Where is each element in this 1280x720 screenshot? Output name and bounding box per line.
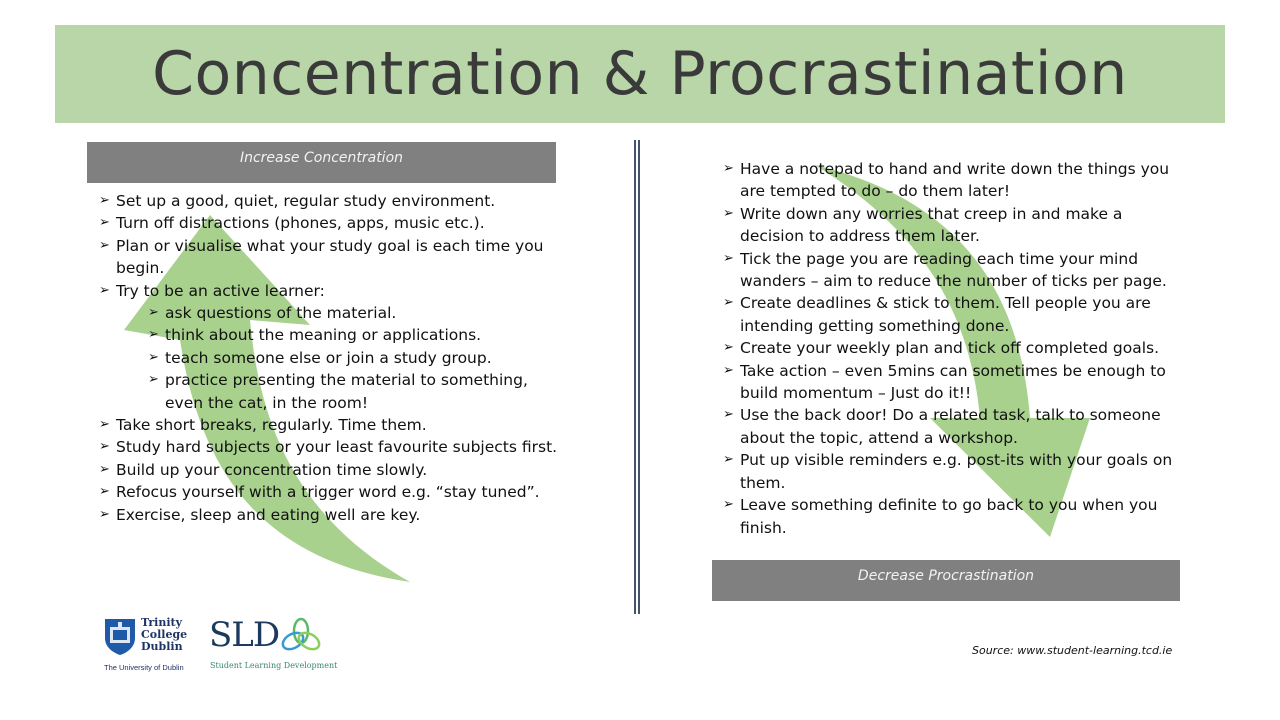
- list-item: ➢ Exercise, sleep and eating well are key.: [99, 504, 559, 526]
- source-note: Source: www.student-learning.tcd.ie: [972, 644, 1173, 657]
- list-item: [99, 280, 559, 414]
- sld-subtitle: Student Learning Development: [210, 661, 338, 670]
- list-item: ➢ Create deadlines & stick to them. Tell people you are intending getting something done.: [723, 292, 1173, 337]
- increase-concentration-label: Increase Concentration: [239, 150, 404, 166]
- title-band: [55, 25, 1225, 123]
- decrease-procrastination-label: Decrease Procrastination: [857, 568, 1035, 584]
- list-item: ➢ Write down any worries that creep in and make a decision to address them later.: [723, 203, 1173, 248]
- list-item: ➢ Set up a good, quiet, regular study environment.: [99, 190, 559, 212]
- decrease-procrastination-header: [712, 560, 1180, 601]
- list-item: ➢ Have a notepad to hand and write down the things you are tempted to do – do them later!: [723, 158, 1173, 203]
- tcd-subtitle: The University of Dublin: [104, 663, 184, 672]
- trinity-college-logo: [104, 615, 194, 675]
- list-item: ➢ Refocus yourself with a trigger word e.g. “stay tuned”.: [99, 481, 559, 503]
- list-item: ➢ Leave something definite to go back to you when you finish.: [723, 494, 1173, 539]
- list-item: ➢ Plan or visualise what your study goal is each time you begin.: [99, 235, 559, 280]
- list-item: ➢ Take short breaks, regularly. Time them.: [99, 414, 559, 436]
- trinity-crest-icon: [104, 618, 136, 656]
- page-title: Concentration & Procrastination: [152, 39, 1128, 109]
- increase-concentration-header: [87, 142, 556, 183]
- list-item: ➢ Put up visible reminders e.g. post-its with your goals on them.: [723, 449, 1173, 494]
- sld-wordmark: SLD: [209, 615, 280, 655]
- concentration-list: [99, 190, 559, 526]
- procrastination-list: [723, 158, 1173, 539]
- list-item: ➢ Turn off distractions (phones, apps, music etc.).: [99, 212, 559, 234]
- celtic-knot-icon: [281, 617, 321, 653]
- list-item: ➢ Study hard subjects or your least favourite subjects first.: [99, 436, 559, 458]
- column-divider: [634, 140, 640, 614]
- active-learner-sublist: [116, 302, 559, 414]
- sub-list-item: ➢ teach someone else or join a study group.: [148, 347, 559, 369]
- sub-list-item: ➢ practice presenting the material to something, even the cat, in the room!: [148, 369, 559, 414]
- list-item: ➢ Take action – even 5mins can sometimes be enough to build momentum – Just do it!!: [723, 360, 1173, 405]
- sld-logo: [209, 615, 338, 675]
- list-item-label: Try to be an active learner:: [116, 281, 325, 300]
- list-item: ➢ Tick the page you are reading each time your mind wanders – aim to reduce the number of ticks per page.: [723, 248, 1173, 293]
- list-item: ➢ Use the back door! Do a related task, talk to someone about the topic, attend a workshop.: [723, 404, 1173, 449]
- list-item: ➢ Create your weekly plan and tick off completed goals.: [723, 337, 1173, 359]
- list-item: ➢ Build up your concentration time slowly.: [99, 459, 559, 481]
- tcd-name: Trinity College Dublin: [141, 616, 188, 653]
- sub-list-item: ➢ ask questions of the material.: [148, 302, 559, 324]
- sub-list-item: ➢ think about the meaning or applications.: [148, 324, 559, 346]
